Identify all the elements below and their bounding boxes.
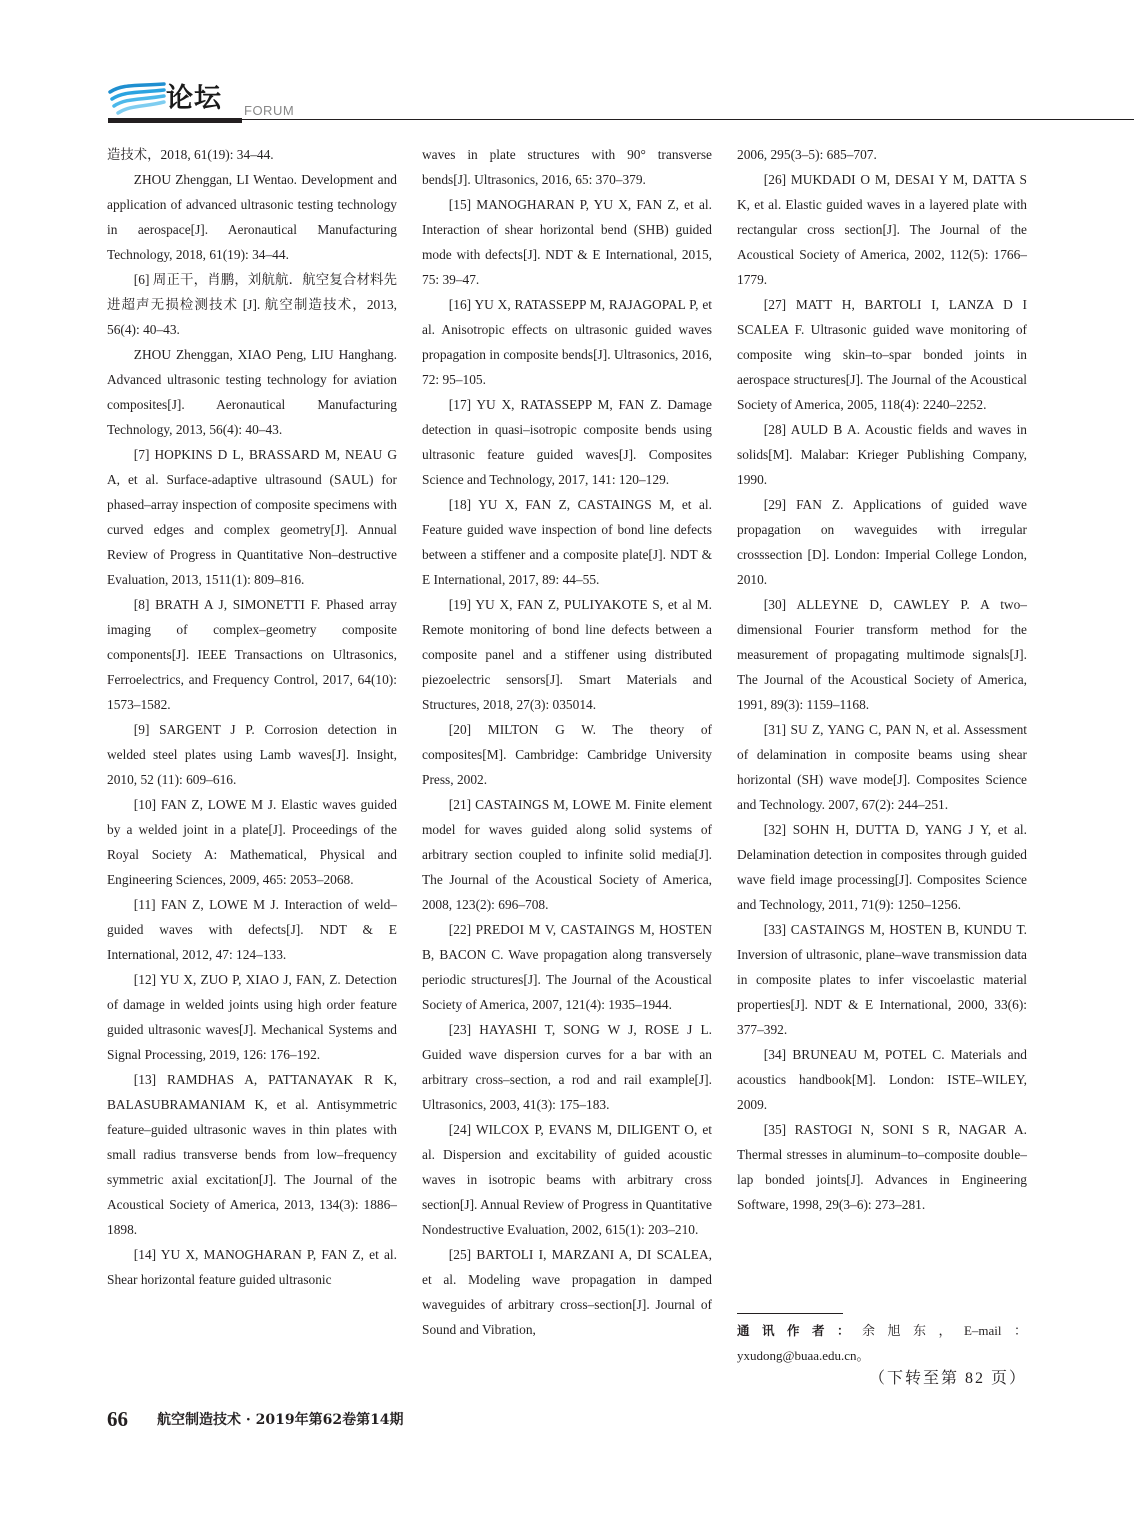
reference-entry: [17] YU X, RATASSEPP M, FAN Z. Damage detection in quasi–isotropic composite bends using ultrasonic feature guided waves[J]. Composites Science and Technology, 2017, 141: 120–129. xyxy=(422,397,712,487)
reference-entry: ZHOU Zhenggan, XIAO Peng, LIU Hanghang. Advanced ultrasonic testing technology for aviation composites[J]. Aeronautical Manufacturing Technology, 2013, 56(4): 40–43. xyxy=(107,347,397,437)
reference-entry: [19] YU X, FAN Z, PULIYAKOTE S, et al M. Remote monitoring of bond line defects between a composite panel and a stiffener using distributed piezoelectric sensors[J]. Smart Materials and Structures, 2018, 27(3): 035014. xyxy=(422,597,712,712)
reference-entry: [11] FAN Z, LOWE M J. Interaction of weld–guided waves with defects[J]. NDT & E International, 2012, 47: 124–133. xyxy=(107,897,397,962)
reference-entry: [23] HAYASHI T, SONG W J, ROSE J L. Guided wave dispersion curves for a bar with an arbitrary cross–section, a rod and rail example[J]. Ultrasonics, 2003, 41(3): 175–183. xyxy=(422,1022,712,1112)
reference-entry: [6] 周正干，肖鹏，刘航航．航空复合材料先进超声无损检测技术 [J]. 航空制造技术，2013, 56(4): 40–43. xyxy=(107,272,397,337)
reference-entry: [7] HOPKINS D L, BRASSARD M, NEAU G A, et al. Surface-adaptive ultrasound (SAUL) for phased–array inspection of composite specimens with curved edges and complex geometry[J]. Annual Review of Progress in Quantitative Non–destructive Evaluation, 2013, 1511(1): 809–816. xyxy=(107,447,397,587)
reference-entry: ZHOU Zhenggan, LI Wentao. Development and application of advanced ultrasonic testing technology in aerospace[J]. Aeronautical Manufacturing Technology, 2018, 61(19): 34–44. xyxy=(107,172,397,262)
reference-column-1 xyxy=(107,142,397,1292)
reference-entry: 2006, 295(3–5): 685–707. xyxy=(737,147,877,162)
reference-entry: waves in plate structures with 90° transverse bends[J]. Ultrasonics, 2016, 65: 370–379. xyxy=(422,147,712,187)
corresponding-author-note xyxy=(737,1318,1027,1368)
reference-entry: [30] ALLEYNE D, CAWLEY P. A two–dimensional Fourier transform method for the measurement of propagating multimode signals[J]. The Journal of the Acoustical Society of America, 1991, 89(3): 1159–1168. xyxy=(737,597,1027,712)
footnote-divider xyxy=(737,1313,843,1314)
reference-entry: [15] MANOGHARAN P, YU X, FAN Z, et al. Interaction of shear horizontal bend (SHB) guided mode with defects[J]. NDT & E International, 2015, 75: 39–47. xyxy=(422,197,712,287)
reference-entry: [8] BRATH A J, SIMONETTI F. Phased array imaging of complex–geometry composite components[J]. IEEE Transactions on Ultrasonics, Ferroelectrics, and Frequency Control, 2017, 64(10): 1573–1582. xyxy=(107,597,397,712)
reference-column-3 xyxy=(737,142,1027,1217)
page-header xyxy=(0,0,1134,130)
reference-entry: [33] CASTAINGS M, HOSTEN B, KUNDU T. Inversion of ultrasonic, plane–wave transmission data in composite plates to infer viscoelastic material properties[J]. NDT & E International, 2000, 33(6): 377–392. xyxy=(737,922,1027,1037)
section-title-cn: 论坛 xyxy=(166,83,222,114)
reference-entry: [31] SU Z, YANG C, PAN N, et al. Assessment of delamination in composite beams using shear horizontal (SH) wave mode[J]. Composites Science and Technology. 2007, 67(2): 244–251. xyxy=(737,722,1027,812)
reference-entry: [16] YU X, RATASSEPP M, RAJAGOPAL P, et al. Anisotropic effects on ultrasonic guided waves propagation in composite bends[J]. Ultrasonics, 2016, 72: 95–105. xyxy=(422,297,712,387)
header-rule-thick xyxy=(108,118,242,123)
reference-entry: [12] YU X, ZUO P, XIAO J, FAN, Z. Detection of damage in welded joints using high order feature guided ultrasonic waves[J]. Mechanical Systems and Signal Processing, 2019, 126: 176–192. xyxy=(107,972,397,1062)
reference-entry: [27] MATT H, BARTOLI I, LANZA D I SCALEA F. Ultrasonic guided wave monitoring of composite wing skin–to–spar bonded joints in aerospace structures[J]. The Journal of the Acoustical Society of America, 2005, 118(4): 2240–2252. xyxy=(737,297,1027,412)
reference-entry: [10] FAN Z, LOWE M J. Elastic waves guided by a welded joint in a plate[J]. Proceedings of the Royal Society A: Mathematical, Physical and Engineering Sciences, 2009, 465: 2053–2068. xyxy=(107,797,397,887)
wave-logo-icon xyxy=(108,82,166,118)
reference-entry: [21] CASTAINGS M, LOWE M. Finite element model for waves guided along solid systems of arbitrary section coupled to infinite solid media[J]. The Journal of the Acoustical Society of America, 2008, 123(2): 696–708. xyxy=(422,797,712,912)
reference-entry: [24] WILCOX P, EVANS M, DILIGENT O, et al. Dispersion and excitability of guided acoustic waves in isotropic beams with arbitrary cross section[J]. Annual Review of Progress in Quantitative Nondestructive Evaluation, 2002, 615(1): 203–210. xyxy=(422,1122,712,1237)
reference-entry: [26] MUKDADI O M, DESAI Y M, DATTA S K, et al. Elastic guided waves in a layered plate with rectangular cross section[J]. The Journal of the Acoustical Society of America, 2002, 112(5): 1766–1779. xyxy=(737,172,1027,287)
reference-entry: [14] YU X, MANOGHARAN P, FAN Z, et al. Shear horizontal feature guided ultrasonic xyxy=(107,1247,397,1287)
reference-column-2 xyxy=(422,142,712,1342)
reference-entry: [34] BRUNEAU M, POTEL C. Materials and acoustics handbook[M]. London: ISTE–WILEY, 2009. xyxy=(737,1047,1027,1112)
reference-entry: [18] YU X, FAN Z, CASTAINGS M, et al. Feature guided wave inspection of bond line defects between a stiffener and a composite plate[J]. NDT & E International, 2017, 89: 44–55. xyxy=(422,497,712,587)
reference-entry: [25] BARTOLI I, MARZANI A, DI SCALEA, et al. Modeling wave propagation in damped waveguides of arbitrary cross–section[J]. Journal of Sound and Vibration, xyxy=(422,1247,712,1337)
reference-entry: [29] FAN Z. Applications of guided wave propagation on waveguides with irregular crosssection [D]. London: Imperial College London, 2010. xyxy=(737,497,1027,587)
continued-notice: （下转至第 82 页） xyxy=(868,1370,1027,1387)
reference-entry: [9] SARGENT J P. Corrosion detection in welded steel plates using Lamb waves[J]. Insight, 2010, 52 (11): 609–616. xyxy=(107,722,397,787)
section-title-en: FORUM xyxy=(244,103,295,118)
footnote-label: 通讯作者： xyxy=(737,1323,862,1338)
header-rule xyxy=(242,119,1134,120)
page-number: 66 xyxy=(107,1407,128,1431)
reference-entry: [32] SOHN H, DUTTA D, YANG J Y, et al. Delamination detection in composites through guided wave field image processing[J]. Composites Science and Technology, 2011, 71(9): 1250–1256. xyxy=(737,822,1027,912)
journal-issue: 航空制造技术 · 2019年第62卷第14期 xyxy=(157,1412,404,1428)
footnote-text: 余旭东，E–mail：yxudong@buaa.edu.cn。 xyxy=(737,1323,1027,1363)
reference-entry: [20] MILTON G W. The theory of composites[M]. Cambridge: Cambridge University Press, 2002. xyxy=(422,722,712,787)
reference-entry: [35] RASTOGI N, SONI S R, NAGAR A. Thermal stresses in aluminum–to–composite double–lap bonded joints[J]. Advances in Engineering Software, 1998, 29(3–6): 273–281. xyxy=(737,1122,1027,1212)
reference-entry: [13] RAMDHAS A, PATTANAYAK R K, BALASUBRAMANIAM K, et al. Antisymmetric feature–guided ultrasonic waves in thin plates with small radius transverse bends from low–frequency symmetric axial excitation[J]. The Journal of the Acoustical Society of America, 2013, 134(3): 1886–1898. xyxy=(107,1072,397,1237)
reference-entry: [22] PREDOI M V, CASTAINGS M, HOSTEN B, BACON C. Wave propagation along transversely periodic structures[J]. The Journal of the Acoustical Society of America, 2007, 121(4): 1935–1944. xyxy=(422,922,712,1012)
reference-entry: 造技术，2018, 61(19): 34–44. xyxy=(107,147,274,162)
reference-entry: [28] AULD B A. Acoustic fields and waves in solids[M]. Malabar: Krieger Publishing Company, 1990. xyxy=(737,422,1027,487)
